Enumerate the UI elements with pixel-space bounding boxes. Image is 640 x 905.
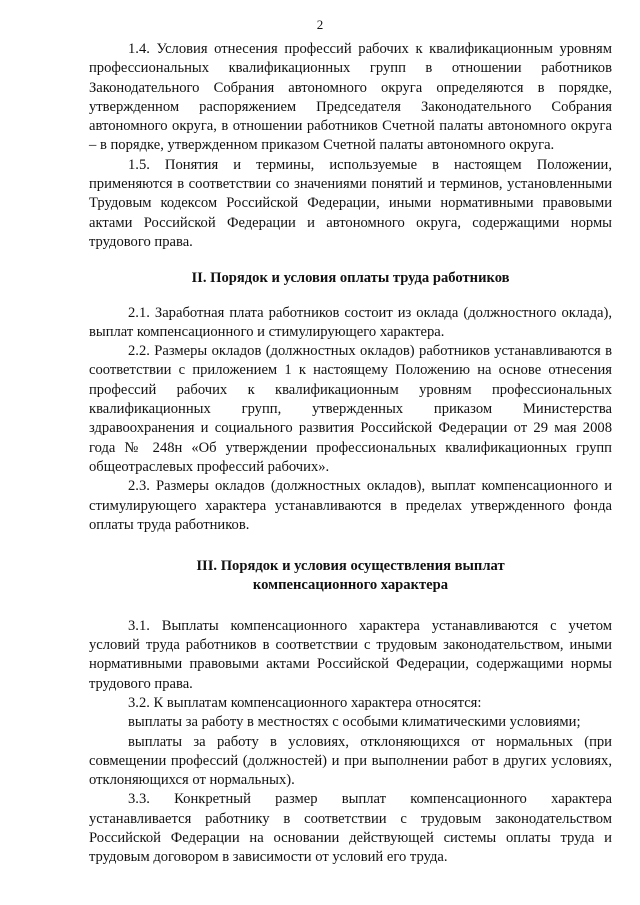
paragraph-3-2: 3.2. К выплатам компенсационного характера относятся: — [128, 694, 482, 711]
paragraph-3-2-item-1: выплаты за работу в местностях с особыми климатическими условиями; — [128, 714, 581, 731]
section-heading-2: II. Порядок и условия оплаты труда работников — [191, 270, 510, 287]
spacer — [89, 535, 612, 557]
document-body — [89, 40, 612, 868]
spacer — [89, 252, 612, 269]
section-heading-3-line2: компенсационного характера — [252, 577, 449, 594]
paragraph-2-3: 2.3. Размеры окладов (должностных окладов), выплат компенсационного и стимулирующего характера устанавливаются в пределах утвержденного фонда оплаты труда работников. — [89, 478, 612, 533]
section-heading-3 — [89, 557, 612, 596]
paragraph-3-2-item-2: выплаты за работу в условиях, отклоняющихся от нормальных (при совмещении профессий (должностей) и при выполнении работ в других условиях, отклоняющихся от нормальных). — [89, 733, 612, 789]
section-heading-3-line1: III. Порядок и условия осуществления выплат — [196, 558, 505, 575]
paragraph-1-4: 1.4. Условия отнесения профессий рабочих к квалификационным уровням профессиональных квалификационных групп в отношении работников Законодательного Собрания автономного округа определяются в порядке, утвержденном распоряжением Председателя Законодательного Собрания автономного округа, в отношении работников Счетной палаты автономного округа – в порядке, утвержденном приказом Счетной палаты автономного округа. — [89, 41, 612, 154]
paragraph-1-5: 1.5. Понятия и термины, используемые в настоящем Положении, применяются в соответствии со значениями понятий и терминов, установленными Трудовым кодексом Российской Федерации, иными нормативными правовыми актами Российской Федерации и автономного округа, содержащими нормы трудового права. — [89, 156, 612, 250]
paragraph-2-2: 2.2. Размеры окладов (должностных окладов) работников устанавливаются в соответствии с приложением 1 к настоящему Положению на основе отнесения профессий рабочих к квалификационным уровням профессиональных квалификационных групп, утвержденных приказом Министерства здравоохранения и социального развития Российской Федерации от 29 мая 2008 года № 248н «Об утверждении профессиональных квалификационных групп общеотраслевых профессий рабочих». — [89, 343, 612, 475]
paragraph-3-3: 3.3. Конкретный размер выплат компенсационного характера устанавливается работнику в соответствии с трудовым законодательством Российской Федерации на основании действующей системы оплаты труда и трудовым договором в зависимости от условий его труда. — [89, 791, 612, 866]
paragraph-2-1: 2.1. Заработная плата работников состоит из оклада (должностного оклада), выплат компенсационного и стимулирующего характера. — [89, 304, 612, 340]
paragraph-3-1: 3.1. Выплаты компенсационного характера устанавливаются с учетом условий труда работников в соответствии с трудовым законодательством, иными нормативными правовыми актами Российской Федерации, содержащими нормы трудового права. — [89, 617, 612, 692]
page-number: 2 — [316, 17, 324, 32]
spacer — [89, 596, 612, 617]
spacer — [89, 289, 612, 304]
